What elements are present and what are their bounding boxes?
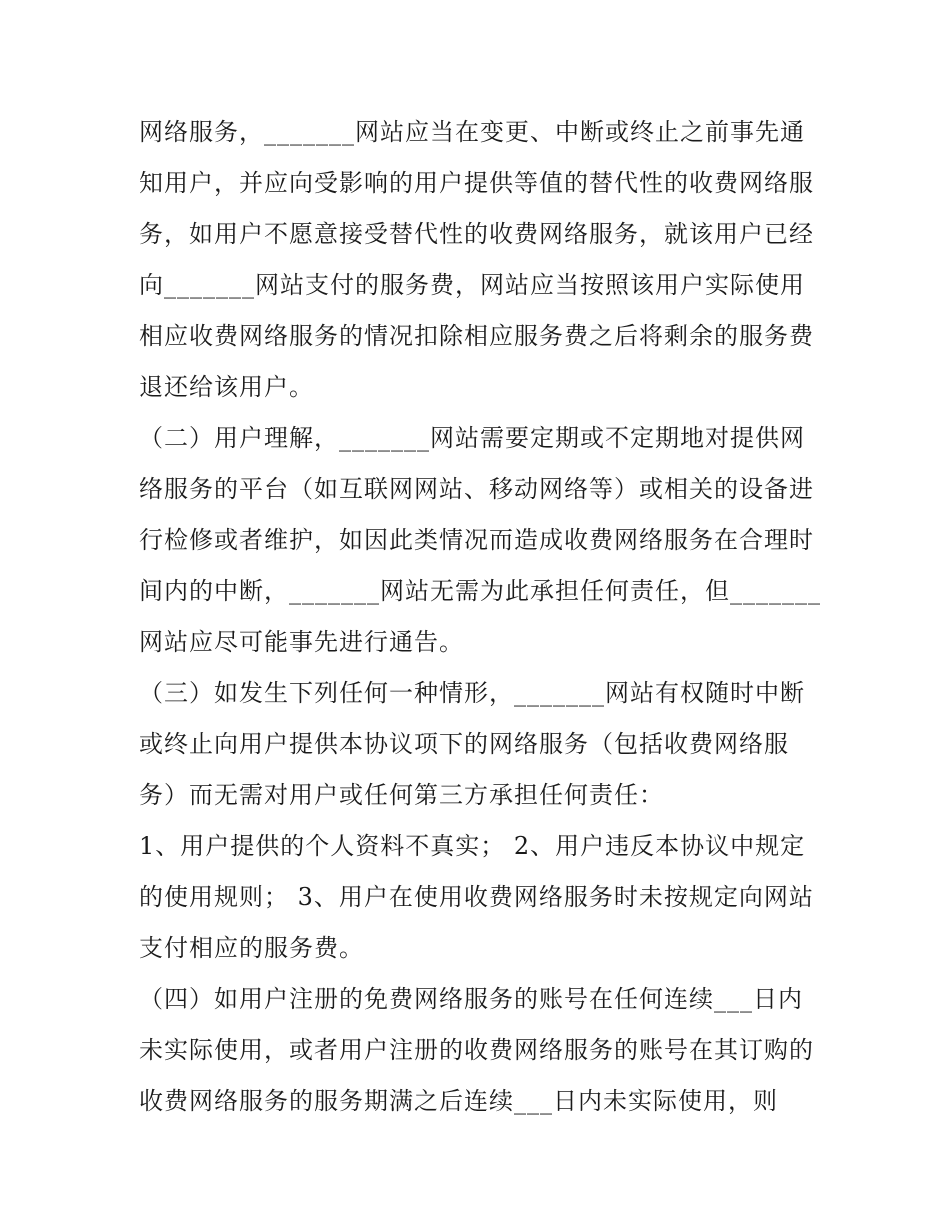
text-line: 支付相应的服务费。 [139,934,364,962]
text-line: 或终止向用户提供本协议项下的网络服务（包括收费网络服 [139,730,789,758]
text-line: 务，如用户不愿意接受替代性的收费网络服务，就该用户已经 [139,220,814,248]
text-line: 未实际使用，或者用户注册的收费网络服务的账号在其订购的 [139,1036,814,1064]
text-line: 向_______网站支付的服务费，网站应当按照该用户实际使用 [139,271,805,299]
text-line: （三）如发生下列任何一种情形，_______网站有权随时中断 [139,679,805,707]
text-line: 网络服务，_______网站应当在变更、中断或终止之前事先通 [139,118,805,146]
text-line: 务）而无需对用户或任何第三方承担任何责任： [139,781,664,809]
text-line: 间内的中断，_______网站无需为此承担任何责任，但_______ [139,577,821,605]
text-line: （四）如用户注册的免费网络服务的账号在任何连续___日内 [139,985,803,1013]
document-body [139,107,819,1127]
text-line: 相应收费网络服务的情况扣除相应服务费之后将剩余的服务费 [139,322,814,350]
text-line: 收费网络服务的服务期满之后连续___日内未实际使用，则 [139,1087,778,1115]
text-line: 1、用户提供的个人资料不真实； 2、用户违反本协议中规定 [139,832,806,860]
text-line: 络服务的平台（如互联网网站、移动网络等）或相关的设备进 [139,475,814,503]
text-line: 网站应尽可能事先进行通告。 [139,628,464,656]
text-line: 知用户，并应向受影响的用户提供等值的替代性的收费网络服 [139,169,814,197]
text-line: 的使用规则； 3、用户在使用收费网络服务时未按规定向网站 [139,883,814,911]
text-line: 行检修或者维护，如因此类情况而造成收费网络服务在合理时 [139,526,814,554]
text-line: 退还给该用户。 [139,373,314,401]
text-line: （二）用户理解，_______网站需要定期或不定期地对提供网 [139,424,805,452]
